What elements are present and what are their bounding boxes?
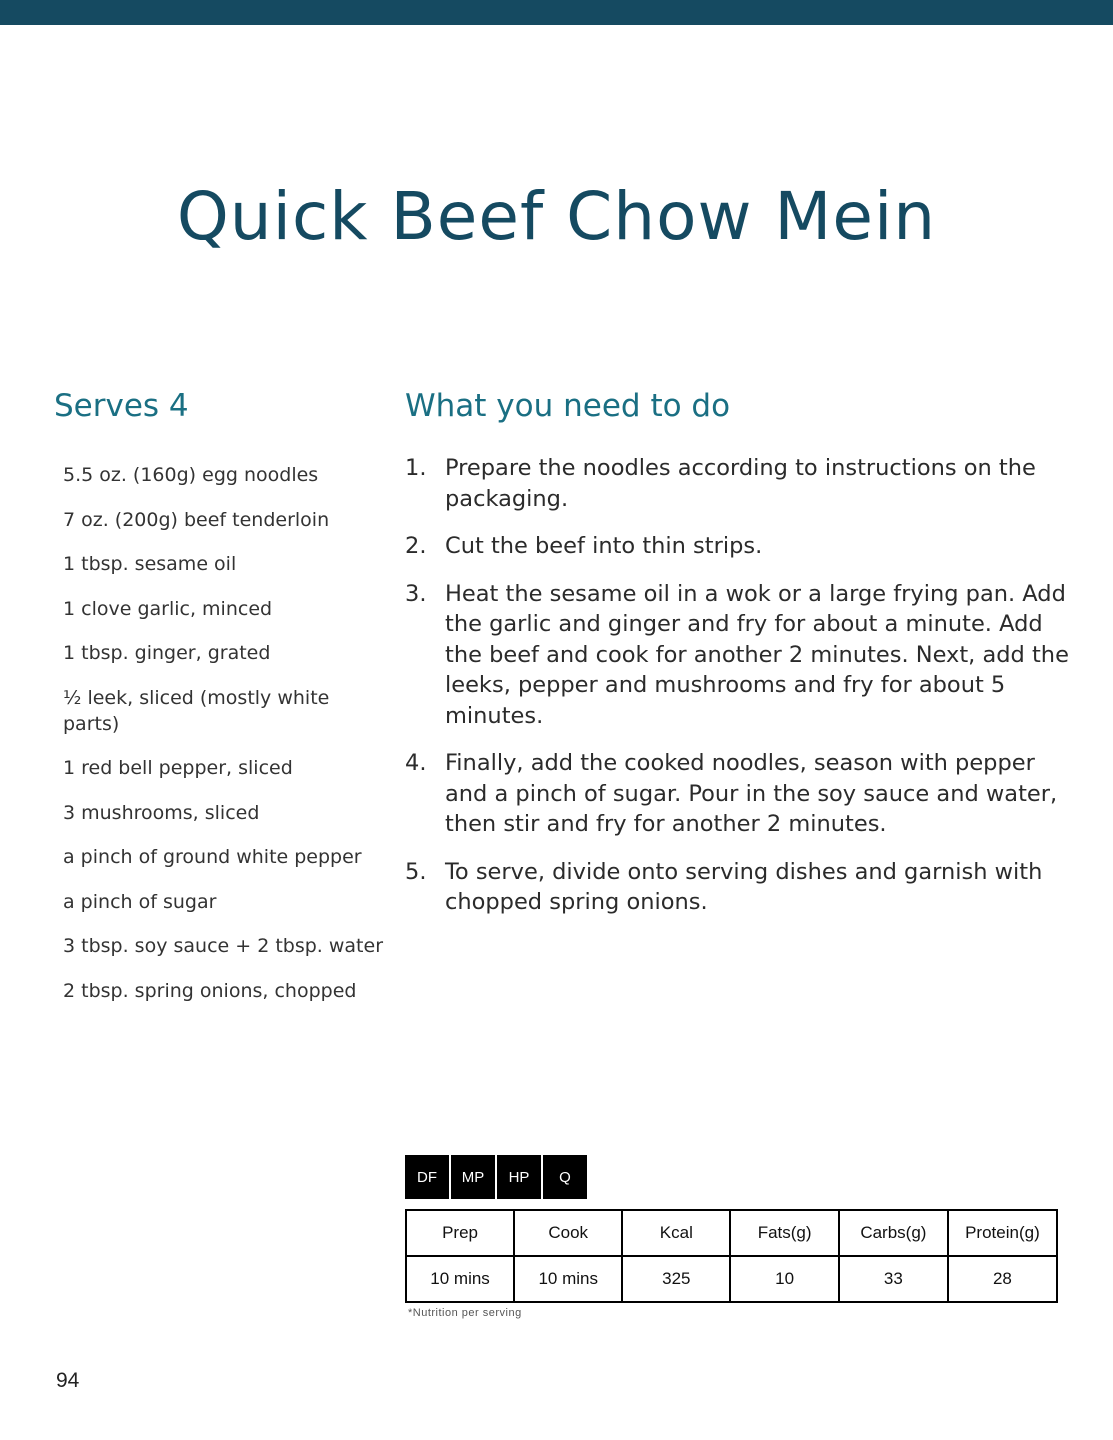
ingredient-item: 1 tbsp. ginger, grated bbox=[63, 642, 271, 664]
step-text: Prepare the noodles according to instructions on the packaging. bbox=[445, 455, 1036, 512]
nutrition-value: 33 bbox=[839, 1256, 948, 1302]
ingredient-item: a pinch of sugar bbox=[63, 890, 217, 913]
top-bar bbox=[0, 0, 1113, 25]
step-number: 3. bbox=[405, 580, 427, 607]
step-item bbox=[405, 531, 1075, 562]
step-item bbox=[405, 579, 1075, 732]
step-number: 2. bbox=[405, 533, 427, 559]
ingredient-item: 7 oz. (200g) beef tenderloin bbox=[63, 508, 330, 531]
nutrition-value: 325 bbox=[622, 1256, 730, 1302]
nutrition-value: 10 mins bbox=[406, 1256, 514, 1302]
step-number: 4. bbox=[405, 750, 427, 776]
diet-tag: MP bbox=[451, 1155, 495, 1199]
ingredient-item: 1 red bell pepper, sliced bbox=[63, 757, 293, 779]
step-text: Cut the beef into thin strips. bbox=[445, 533, 763, 559]
step-item bbox=[405, 453, 1075, 514]
step-list bbox=[405, 453, 1075, 935]
ingredient-item: 3 mushrooms, sliced bbox=[63, 801, 260, 824]
nutrition-table bbox=[405, 1209, 1058, 1303]
step-number: 5. bbox=[405, 858, 427, 885]
nutrition-header-row bbox=[406, 1210, 1057, 1256]
nutrition-value: 10 mins bbox=[514, 1256, 622, 1302]
nutrition-header: Cook bbox=[514, 1210, 622, 1256]
nutrition-footnote: *Nutrition per serving bbox=[408, 1307, 522, 1319]
ingredient-item: 5.5 oz. (160g) egg noodles bbox=[63, 464, 319, 486]
ingredient-item: 1 clove garlic, minced bbox=[63, 597, 273, 620]
ingredient-item: 2 tbsp. spring onions, chopped bbox=[63, 979, 357, 1002]
page-number: 94 bbox=[56, 1369, 80, 1392]
nutrition-value-row bbox=[406, 1256, 1057, 1302]
step-item bbox=[405, 748, 1075, 840]
step-text: Finally, add the cooked noodles, season with pepper and a pinch of sugar. Pour in the soy sauce and water, then stir and fry for another 2 minutes. bbox=[445, 750, 1058, 837]
diet-tag: DF bbox=[405, 1155, 449, 1199]
step-number: 1. bbox=[405, 455, 427, 481]
nutrition-value: 10 bbox=[730, 1256, 839, 1302]
nutrition-header: Carbs(g) bbox=[839, 1210, 948, 1256]
nutrition-header: Prep bbox=[406, 1210, 514, 1256]
recipe-title: Quick Beef Chow Mein bbox=[176, 178, 937, 255]
ingredient-item: 1 tbsp. sesame oil bbox=[63, 553, 237, 575]
nutrition-value: 28 bbox=[948, 1256, 1057, 1302]
ingredient-item: ½ leek, sliced (mostly white parts) bbox=[63, 686, 330, 735]
nutrition-header: Fats(g) bbox=[730, 1210, 839, 1256]
step-text: To serve, divide onto serving dishes and garnish with chopped spring onions. bbox=[445, 858, 1043, 915]
ingredient-list bbox=[63, 462, 383, 1022]
diet-tag: Q bbox=[543, 1155, 587, 1199]
diet-tags bbox=[405, 1155, 587, 1199]
nutrition-header: Kcal bbox=[622, 1210, 730, 1256]
serves-heading: Serves 4 bbox=[54, 388, 189, 424]
steps-heading: What you need to do bbox=[405, 388, 731, 424]
step-text: Heat the sesame oil in a wok or a large frying pan. Add the garlic and ginger and fry for about a minute. Add the beef and cook for another 2 minutes. Next, add the leeks, pepper and mushrooms and fry for about 5 minutes. bbox=[445, 580, 1069, 729]
ingredient-item: a pinch of ground white pepper bbox=[63, 846, 362, 868]
step-item bbox=[405, 857, 1075, 918]
nutrition-header: Protein(g) bbox=[948, 1210, 1057, 1256]
diet-tag: HP bbox=[497, 1155, 541, 1199]
ingredient-item: 3 tbsp. soy sauce + 2 tbsp. water bbox=[63, 935, 384, 957]
